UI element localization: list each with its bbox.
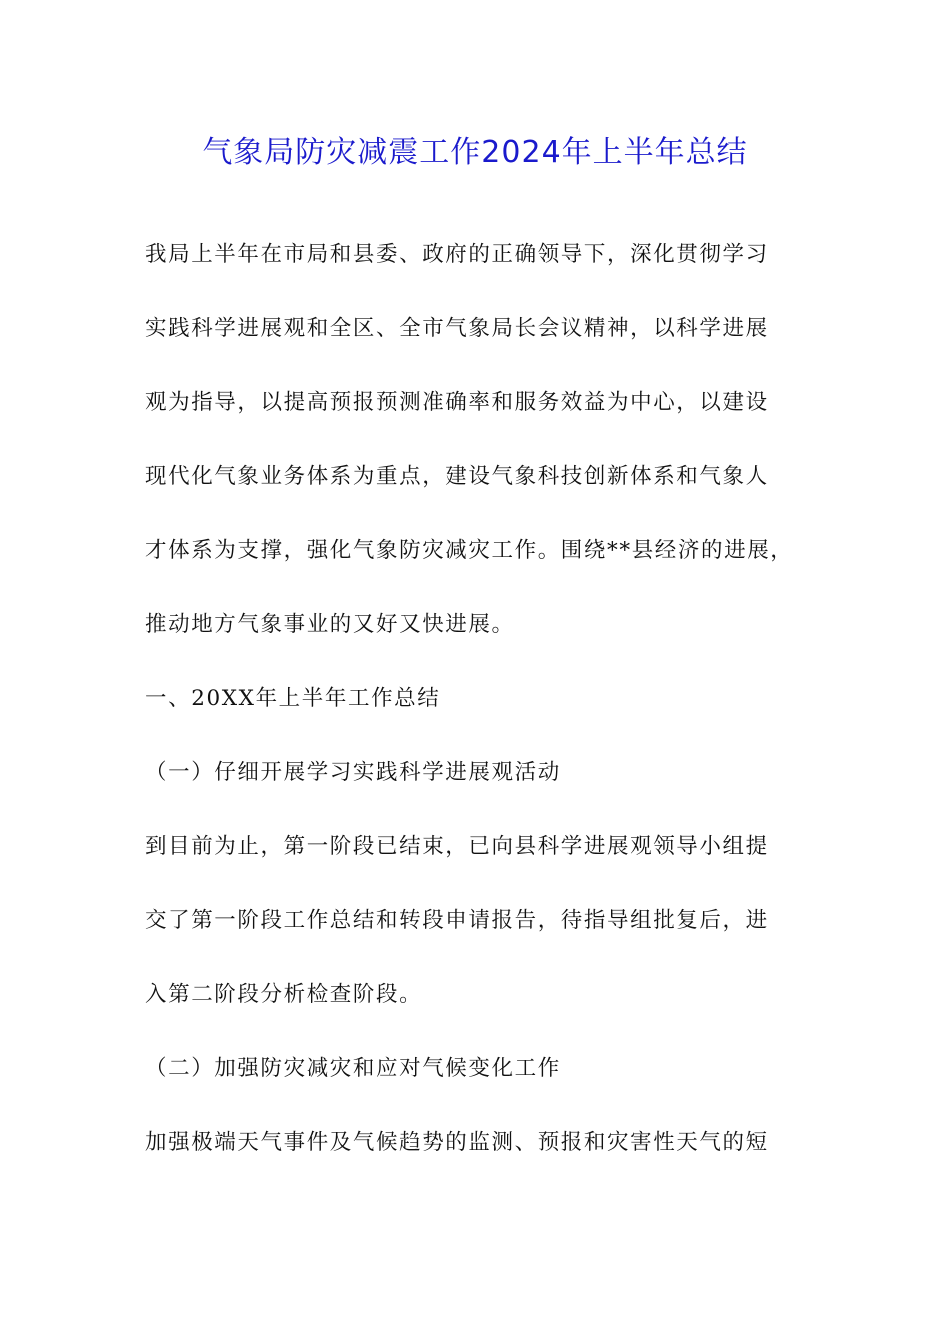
body-line: 实践科学进展观和全区、全市气象局长会议精神，以科学进展	[145, 316, 769, 341]
body-line: 交了第一阶段工作总结和转段申请报告，待指导组批复后，进	[145, 908, 769, 933]
body-line: 我局上半年在市局和县委、政府的正确领导下，深化贯彻学习	[145, 242, 769, 267]
body-line: 加强极端天气事件及气候趋势的监测、预报和灾害性天气的短	[145, 1130, 769, 1155]
body-line: 推动地方气象事业的又好又快进展。	[145, 612, 515, 637]
body-line: 才体系为支撑，强化气象防灾减灾工作。围绕**县经济的进展，	[145, 538, 794, 563]
subsection-heading: （一）仔细开展学习实践科学进展观活动	[145, 760, 561, 785]
body-line: 现代化气象业务体系为重点，建设气象科技创新体系和气象人	[145, 464, 769, 489]
section-heading: 一、20XX年上半年工作总结	[145, 686, 441, 711]
body-line: 到目前为止，第一阶段已结束，已向县科学进展观领导小组提	[145, 834, 769, 859]
document-title: 气象局防灾减震工作2024年上半年总结	[202, 135, 748, 170]
body-line: 入第二阶段分析检查阶段。	[145, 982, 423, 1007]
body-line: 观为指导，以提高预报预测准确率和服务效益为中心，以建设	[145, 390, 769, 415]
subsection-heading: （二）加强防灾减灾和应对气候变化工作	[145, 1056, 561, 1081]
